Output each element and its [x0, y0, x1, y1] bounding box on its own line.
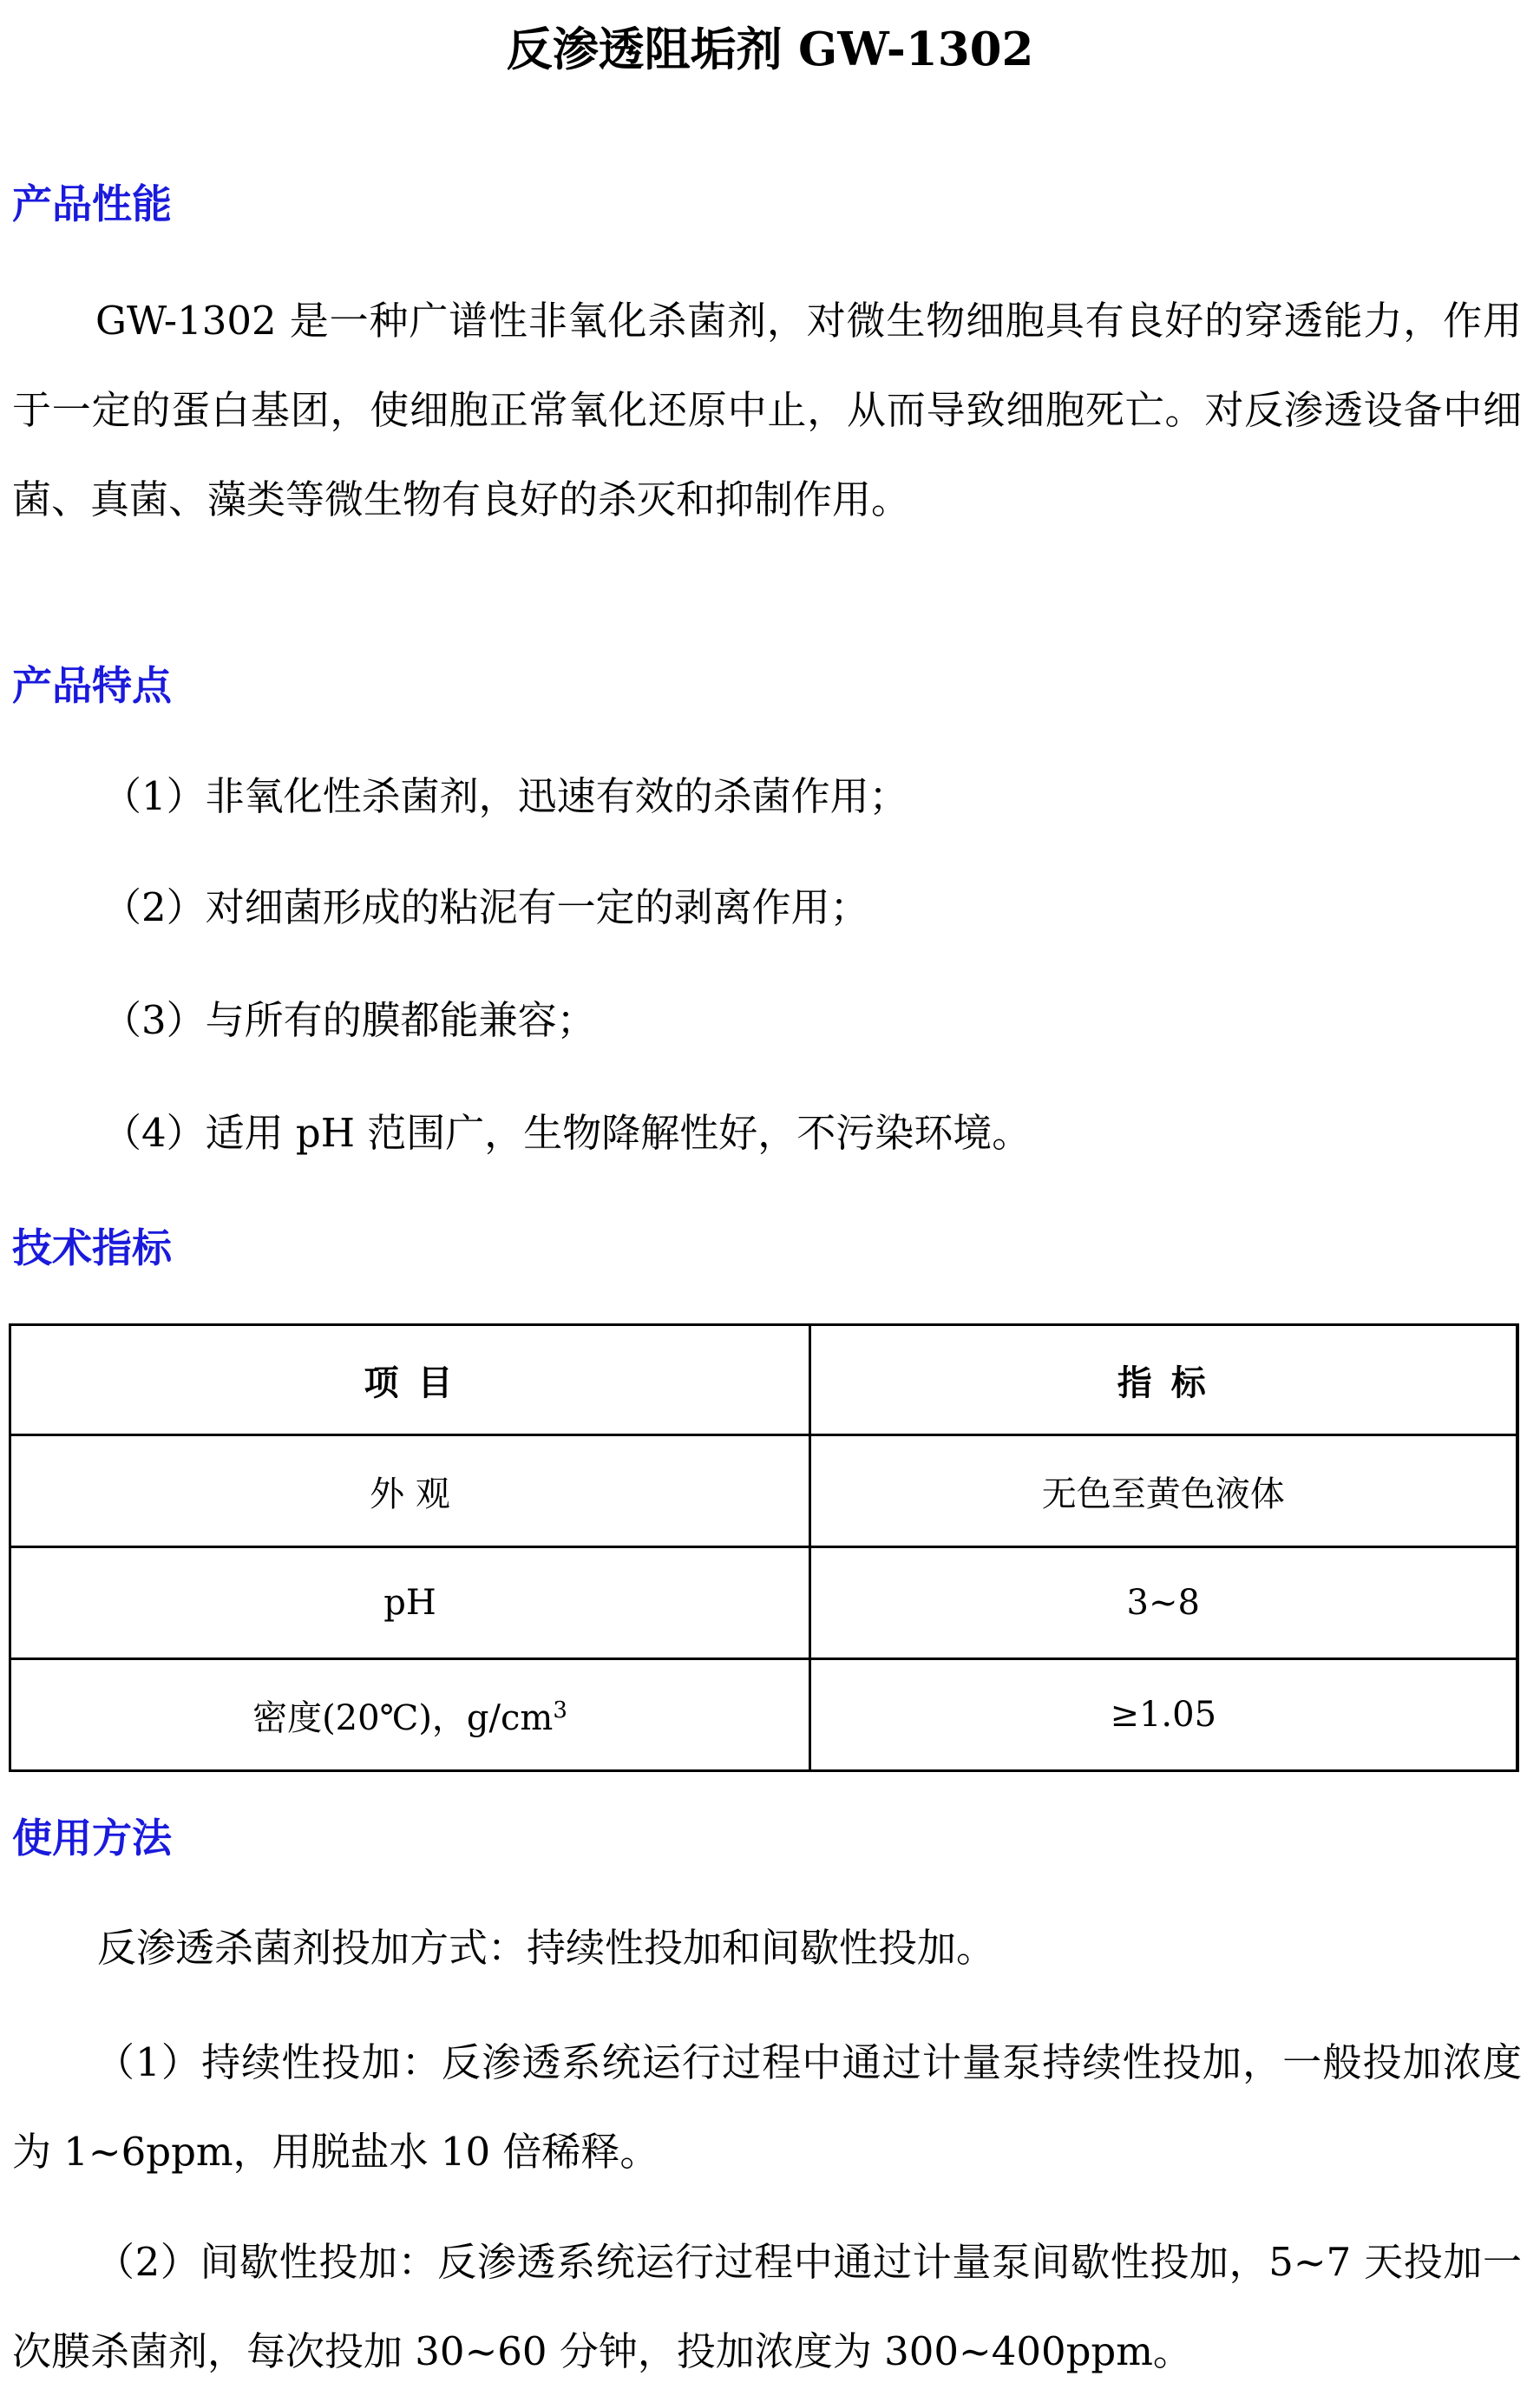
- feature-item-3: （3）与所有的膜都能兼容；: [102, 997, 596, 1043]
- cell-ph-value: 3~8: [810, 1547, 1517, 1659]
- density-label-superscript: 3: [553, 1697, 567, 1723]
- feature-item-1: （1）非氧化性杀菌剂，迅速有效的杀菌作用；: [102, 773, 908, 819]
- spec-table: [9, 1323, 1519, 1772]
- usage-intro: 反渗透杀菌剂投加方式：持续性投加和间歇性投加。: [97, 1925, 996, 1971]
- density-label-text: 密度(20℃)，g/cm: [252, 1697, 554, 1738]
- heading-features: 产品特点: [12, 662, 172, 709]
- heading-specs: 技术指标: [12, 1224, 172, 1271]
- cell-ph-label: pH: [10, 1547, 810, 1659]
- cell-appearance-label: 外 观: [10, 1435, 810, 1547]
- document-title: 反渗透阻垢剂 GW-1302: [506, 23, 1034, 76]
- column-header-value: 指 标: [810, 1325, 1517, 1435]
- heading-performance: 产品性能: [12, 181, 172, 227]
- heading-usage: 使用方法: [12, 1815, 172, 1861]
- feature-item-2: （2）对细菌形成的粘泥有一定的剥离作用；: [102, 884, 869, 930]
- table-row: [10, 1659, 1517, 1771]
- usage-method-2: （2）间歇性投加：反渗透系统运行过程中通过计量泵间歇性投加，5~7 天投加一次膜杀菌剂，每次投加 30~60 分钟，投加浓度为 300~400ppm。: [12, 2239, 1522, 2374]
- cell-density-value: ≥1.05: [810, 1659, 1517, 1771]
- feature-item-4: （4）适用 pH 范围广，生物降解性好，不污染环境。: [102, 1110, 1032, 1156]
- table-row: [10, 1435, 1517, 1547]
- performance-paragraph: GW-1302 是一种广谱性非氧化杀菌剂，对微生物细胞具有良好的穿透能力，作用于一定的蛋白基团，使细胞正常氧化还原中止，从而导致细胞死亡。对反渗透设备中细菌、真菌、藻类等微生物有良好的杀灭和抑制作用。: [12, 298, 1522, 522]
- cell-density-label: [10, 1659, 810, 1771]
- usage-method-1: （1）持续性投加：反渗透系统运行过程中通过计量泵持续性投加，一般投加浓度为 1~6ppm，用脱盐水 10 倍稀释。: [12, 2039, 1522, 2175]
- table-row: [10, 1547, 1517, 1659]
- table-header-row: [10, 1325, 1517, 1435]
- cell-appearance-value: 无色至黄色液体: [810, 1435, 1517, 1547]
- column-header-item: 项 目: [10, 1325, 810, 1435]
